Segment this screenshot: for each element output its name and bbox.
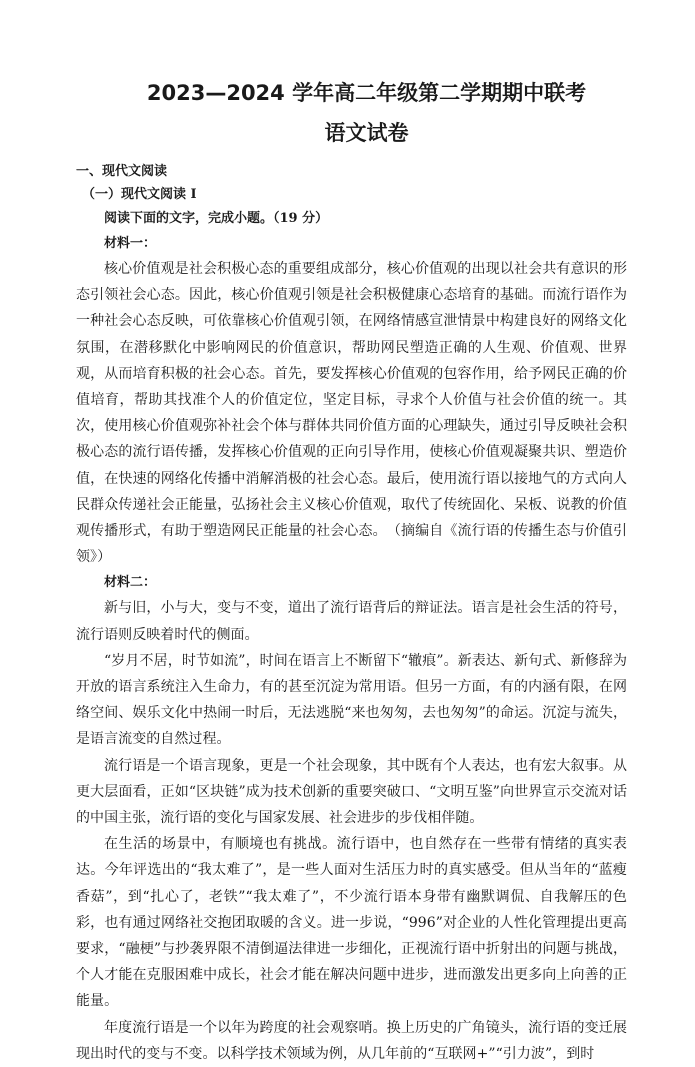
material-two-paragraph-5: 年度流行语是一个以年为跨度的社会观察哨。换上历史的广角镜头，流行语的变迁展现出时代的变与不变。以科学技术领域为例，从几年前的“互联网+”“引力波”，到时 (76, 1019, 627, 1062)
material-one-label: 材料一： (104, 236, 157, 251)
material-two-label: 材料二： (104, 575, 157, 591)
material-one-paragraph: 核心价值观是社会积极心态的重要组成部分，核心价值观的出现以社会共有意识的形态引领社会心态。因此，核心价值观引领是社会积极健康心态培育的基础。而流行语作为一种社会心态反映，可依靠核心价值观引领，在网络情感宣泄情景中构建良好的网络文化氛围，在潜移默化中影响网民的价值意识，帮助网民塑造正确的人生观、价值观、世界观，从而培育积极的社会心态。首先，要发挥核心价值观的包容作用，给予网民正确的价值培育，帮助其找准个人的价值定位，坚定目标，寻求个人价值与社会价值的统一。其次，使用核心价值观弥补社会个体与群体共同价值方面的心理缺失，通过引导反映社会积极心态的流行语传播，发挥核心价值观的正向引导作用，使核心价值观凝聚共识、塑造价值，在快速的网络化传播中消解消极的社会心态。最后，使用流行语以接地气的方式向人民群众传递社会正能量，弘扬社会主义核心价值观，取代了传统固化、呆板、说教的价值观传播形式，有助于塑造网民正能量的社会心态。 （摘编自《流行语的传播生态与价值引领》） (76, 261, 627, 566)
exam-subtitle: 语文试卷 (324, 121, 409, 145)
material-two-paragraph-2: “岁月不居，时节如流”，时间在语言上不断留下“辙痕”。新表达、新句式、新修辞为开放的语言系统注入生命力，有的甚至沉淀为常用语。但另一方面，有的内涵有限，在网络空间、娱乐文化中热闹一时后，无法逃脱“来也匆匆，去也匆匆”的命运。沉淀与流失，是语言流变的自然过程。 (76, 652, 627, 748)
subsection-heading: （一）现代文阅读 I (82, 187, 197, 202)
material-two-paragraph-3: 流行语是一个语言现象，更是一个社会现象，其中既有个人表达，也有宏大叙事。从更大层面看，正如“区块链”成为技术创新的重要突破口、“文明互鉴”向世界宣示交流对话的中国主张，流行语的变化与国家发展、社会进步的步伐相伴随。 (76, 757, 627, 827)
material-two-paragraph-1: 新与旧，小与大，变与不变，道出了流行语背后的辩证法。语言是社会生活的符号，流行语则反映着时代的侧面。 (76, 600, 627, 643)
material-two-paragraph-4: 在生活的场景中，有顺境也有挑战。流行语中，也自然存在一些带有情绪的真实表达。今年评选出的“我太难了”，是一些人面对生活压力时的真实感受。但从当年的“蓝瘦香菇”，到“扎心了，老铁”“我太难了”，不少流行语本身带有幽默调侃、自我解压的色彩，也有通过网络社交抱团取暖的含义。进一步说，“996”对企业的人性化管理提出更高要求，“融梗”与抄袭界限不清倒逼法律进一步细化，正视流行语中折射出的问题与挑战，个人才能在克服困难中成长，社会才能在解决问题中进步，进而激发出更多向上向善的正能量。 (76, 836, 627, 1010)
section-heading: 一、现代文阅读 (76, 164, 168, 179)
exam-title: 2023—2024 学年高二年级第二学期期中联考 (146, 81, 587, 105)
reading-instruction: 阅读下面的文字，完成小题。（19 分） (104, 211, 329, 226)
